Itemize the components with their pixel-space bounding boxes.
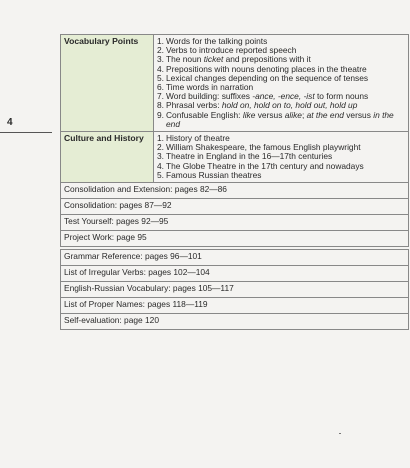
emphasized-term: in the end (166, 109, 394, 129)
reference-entry: Project Work: page 95 (61, 231, 409, 247)
section-row-culture (61, 132, 409, 183)
page-number: 4 (7, 117, 13, 128)
emphasized-term: like (242, 109, 256, 120)
item-text-run: Words for the talking points (166, 36, 268, 46)
reference-entry: Test Yourself: pages 92—95 (61, 215, 409, 231)
item-text-run: Prepositions with nouns denoting places in the theatre (166, 63, 367, 74)
reference-row (61, 215, 409, 231)
emphasized-term: hold on, hold on to, hold out, hold up (221, 100, 358, 111)
item-text-run: Lexical changes depending on the sequence of tenses (166, 72, 369, 83)
list-item (157, 171, 405, 180)
section-items-cell (154, 132, 409, 183)
reference-row (61, 266, 409, 282)
item-number: 2. (157, 45, 164, 56)
item-number: 4. (157, 160, 164, 171)
emphasized-term: -ance, -ence, -ist (252, 91, 315, 102)
item-text-run: versus (255, 109, 285, 120)
item-text-run: Famous Russian theatres (166, 169, 262, 180)
contents-body (61, 35, 409, 330)
reference-row (61, 298, 409, 314)
item-number: 5. (157, 72, 164, 83)
item-text-run: Theatre in England in the 16—17th centuries (166, 151, 333, 162)
section-items-list (157, 134, 405, 180)
reference-entry: Grammar Reference: pages 96—101 (61, 250, 409, 266)
item-text-run: Word building: suffixes (166, 91, 253, 102)
emphasized-term: at the end (306, 109, 344, 120)
section-items-cell (154, 35, 409, 132)
emphasized-term: ticket (203, 54, 224, 65)
item-text-run: The noun (166, 54, 204, 65)
section-items-list (157, 37, 405, 129)
list-item (157, 111, 405, 129)
reference-row (61, 199, 409, 215)
reference-row (61, 282, 409, 298)
item-number: 3. (157, 151, 164, 162)
section-row-vocabulary (61, 35, 409, 132)
item-number: 3. (157, 54, 164, 65)
item-text-run: William Shakespeare, the famous English playwright (166, 142, 361, 153)
reference-row (61, 250, 409, 266)
margin-rule (0, 132, 52, 133)
item-text-run: Verbs to introduce reported speech (166, 45, 297, 56)
section-title: Vocabulary Points (61, 35, 154, 132)
item-text-run: to form nouns (314, 91, 369, 102)
item-text (166, 111, 405, 129)
item-text-run: ; (301, 109, 307, 120)
item-number: 8. (157, 100, 164, 111)
item-number: 1. (157, 36, 164, 46)
reference-entry: Self-evaluation: page 120 (61, 314, 409, 330)
reference-row (61, 231, 409, 247)
item-number: 7. (157, 91, 164, 102)
item-text-run: Phrasal verbs: (166, 100, 222, 111)
reference-row (61, 314, 409, 330)
item-text-run: History of theatre (166, 133, 230, 144)
item-text (166, 171, 405, 180)
item-number: 9. (157, 109, 164, 120)
section-title: Culture and History (61, 132, 154, 183)
reference-row (61, 183, 409, 199)
reference-entry: Consolidation and Extension: pages 82—86 (61, 183, 409, 199)
reference-entry: List of Irregular Verbs: pages 102—104 (61, 266, 409, 282)
reference-entry: English-Russian Vocabulary: pages 105—117 (61, 282, 409, 298)
reference-entry: List of Proper Names: pages 118—119 (61, 298, 409, 314)
emphasized-term: alike (284, 109, 302, 120)
item-number: 2. (157, 142, 164, 153)
item-number: 6. (157, 82, 164, 93)
item-number: 4. (157, 63, 164, 74)
item-text-run: The Globe Theatre in the 17th century and nowadays (166, 160, 364, 171)
item-text-run: and prepositions with it (223, 54, 311, 65)
item-number: 5. (157, 169, 164, 180)
item-text-run: Confusable English: (166, 109, 243, 120)
reference-entry: Consolidation: pages 87—92 (61, 199, 409, 215)
page-speck (339, 433, 341, 434)
item-text-run: versus (343, 109, 374, 120)
contents-table (60, 34, 409, 330)
item-text-run: Time words in narration (166, 82, 254, 93)
item-number: 1. (157, 133, 164, 144)
